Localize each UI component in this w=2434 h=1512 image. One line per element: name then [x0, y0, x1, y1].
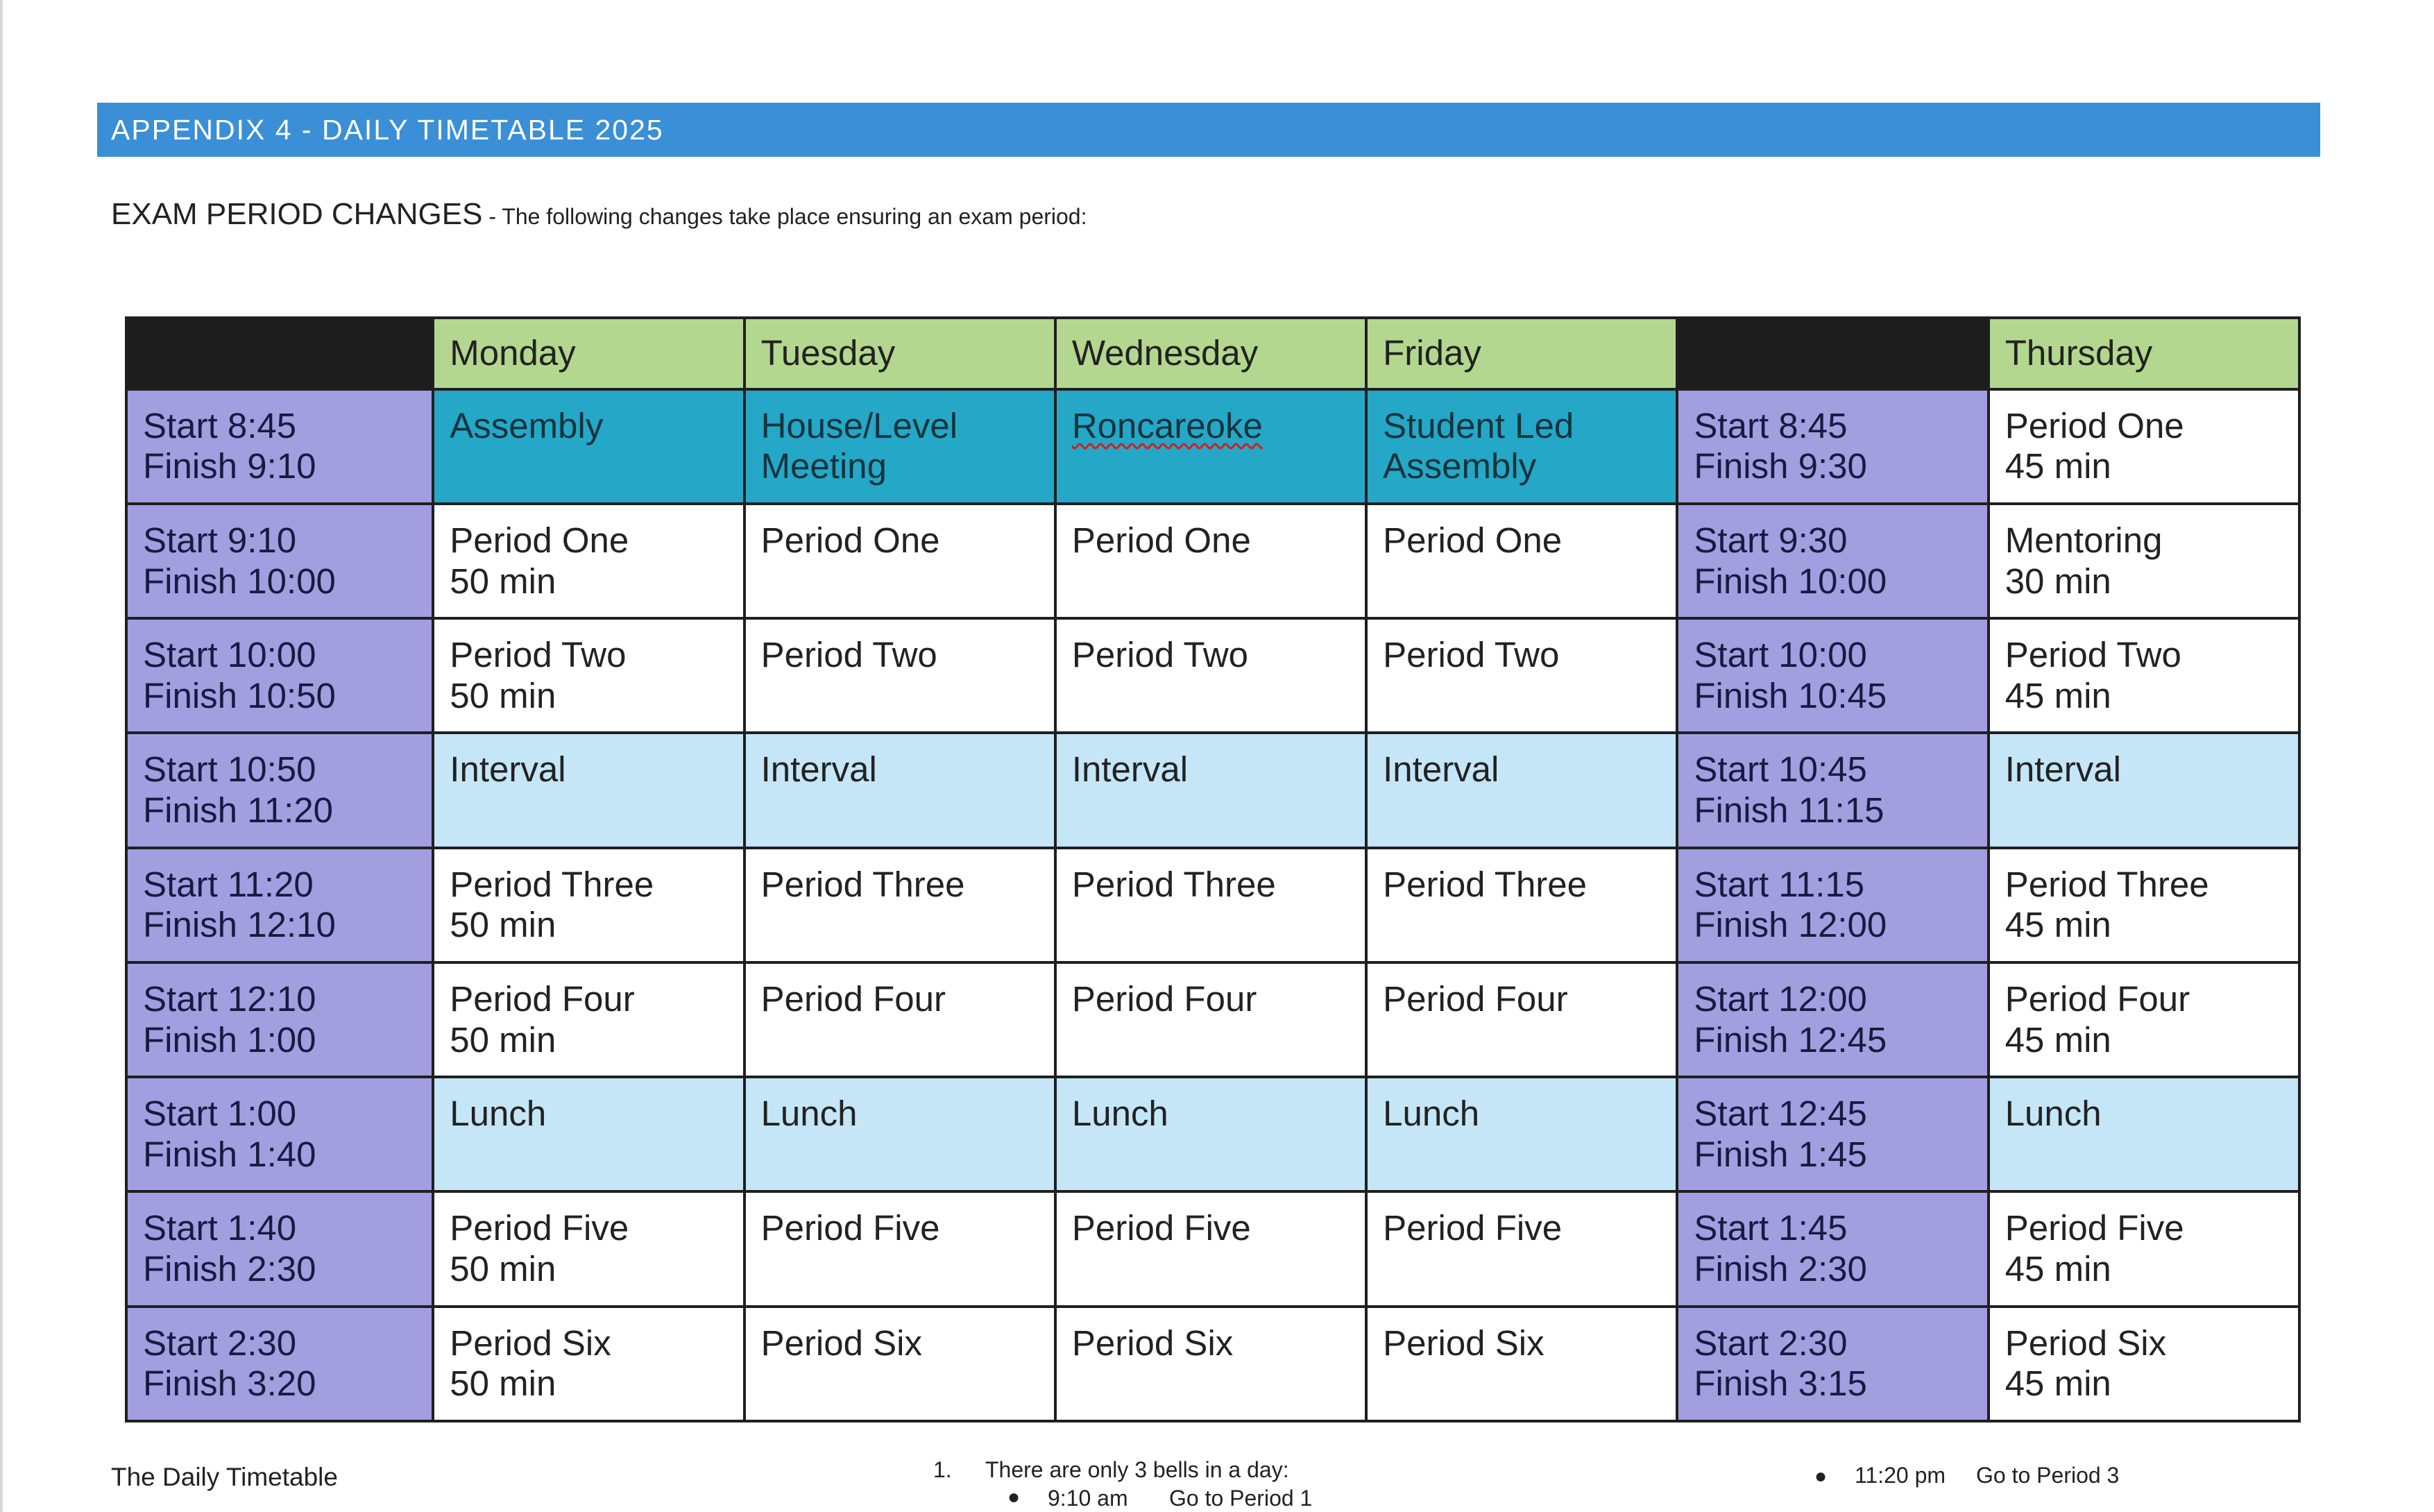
time-cell	[126, 848, 433, 962]
cell-line: Finish 1:45	[1694, 1134, 1867, 1174]
time-cell	[126, 962, 433, 1077]
day-label: Thursday	[2005, 333, 2153, 373]
thursday-cell	[1989, 1077, 2299, 1191]
cell-line: Period Two	[2005, 635, 2181, 675]
cell-line: Period Six	[450, 1323, 611, 1363]
thursday-cell	[1989, 618, 2299, 733]
timetable-body	[126, 318, 2299, 1421]
cell-line: Period Three	[450, 864, 654, 904]
thursday-cell	[1989, 1191, 2299, 1306]
cell-line: Interval	[1071, 749, 1189, 790]
bell-action: Go to Period 1	[1169, 1486, 1313, 1511]
cell-line: Finish 9:30	[1694, 446, 1867, 486]
cell-line: 50 min	[450, 1019, 556, 1060]
thursday-time-cell	[1677, 733, 1988, 847]
appendix-banner	[97, 103, 2320, 157]
cell-line: Period Four	[1071, 978, 1257, 1019]
timetable-row	[126, 848, 2299, 962]
thursday-time-cell	[1677, 618, 1988, 733]
cell-line: Period Five	[760, 1208, 940, 1248]
cell-line: Assembly	[450, 405, 604, 445]
cell-line: Student Led	[1383, 405, 1574, 445]
cell-line: Period Six	[760, 1323, 923, 1363]
cell-line: Finish 1:00	[143, 1019, 316, 1060]
bell-items	[933, 1486, 1312, 1511]
schedule-cell	[433, 1077, 744, 1191]
exam-period-description: - The following changes take place ensuring an exam period:	[482, 204, 1087, 229]
cell-line: Start 2:30	[143, 1323, 297, 1363]
cell-line: 45 min	[2005, 905, 2111, 945]
cell-line: Lunch	[1383, 1094, 1480, 1134]
schedule-cell	[744, 733, 1055, 847]
cell-line: Period Six	[1383, 1323, 1544, 1363]
schedule-cell	[1055, 618, 1366, 733]
thursday-cell	[1989, 962, 2299, 1077]
cell-line: Interval	[450, 749, 566, 790]
cell-line: Period One	[1071, 520, 1251, 560]
schedule-cell	[1366, 1307, 1677, 1421]
cell-line: Start 10:00	[1694, 635, 1867, 675]
timetable-row	[126, 733, 2299, 847]
time-cell	[126, 504, 433, 618]
timetable-row	[126, 962, 2299, 1077]
thursday-time-cell	[1677, 1191, 1988, 1306]
cell-line: Lunch	[2005, 1094, 2102, 1134]
time-cell	[126, 733, 433, 847]
cell-line: Period Two	[760, 635, 937, 675]
bullet-icon: ●	[1007, 1486, 1021, 1509]
cell-line: Period Four	[760, 978, 946, 1019]
schedule-cell	[433, 618, 744, 733]
cell-line: Start 10:00	[143, 635, 316, 675]
cell-line: Period One	[2005, 405, 2184, 445]
thursday-time-cell	[1677, 848, 1988, 962]
cell-line: Period Five	[2005, 1208, 2184, 1248]
cell-line: Period Six	[1071, 1323, 1234, 1363]
cell-line: Roncareoke	[1071, 405, 1263, 445]
corner-cell	[1677, 318, 1988, 389]
cell-line: 50 min	[450, 905, 556, 945]
cell-line: 45 min	[2005, 1019, 2111, 1060]
cell-line: Period Five	[1383, 1208, 1563, 1248]
cell-line: Finish 3:20	[143, 1364, 316, 1404]
schedule-cell	[744, 848, 1055, 962]
schedule-cell	[1366, 389, 1677, 504]
time-cell	[126, 389, 433, 504]
day-header-tuesday	[744, 318, 1055, 389]
cell-line: House/Level	[760, 405, 958, 445]
cell-line: Start 11:15	[1694, 864, 1865, 904]
corner-cell	[126, 318, 433, 389]
timetable-row	[126, 618, 2299, 733]
bell-item	[1007, 1486, 1313, 1511]
cell-line: Finish 2:30	[143, 1249, 316, 1289]
schedule-cell	[1366, 1191, 1677, 1306]
cell-line: Finish 12:00	[1694, 905, 1887, 945]
page-edge	[0, 0, 3, 1512]
cell-line: Period One	[760, 520, 940, 560]
cell-line: Finish 12:45	[1694, 1019, 1887, 1060]
thursday-time-cell	[1677, 1307, 1988, 1421]
schedule-cell	[744, 1307, 1055, 1421]
schedule-cell	[1055, 389, 1366, 504]
day-label: Wednesday	[1071, 333, 1259, 373]
bell-time: 9:10 am	[1048, 1486, 1128, 1511]
banner-title: APPENDIX 4 - DAILY TIMETABLE 2025	[111, 114, 664, 146]
day-header-thursday	[1989, 318, 2299, 389]
cell-line: Finish 10:00	[143, 561, 336, 601]
schedule-cell	[433, 1307, 744, 1421]
bells-number: 1.	[933, 1457, 952, 1482]
schedule-cell	[1055, 1307, 1366, 1421]
bell-time: 11:20 pm	[1855, 1463, 1946, 1488]
timetable-row	[126, 389, 2299, 504]
schedule-cell	[1366, 618, 1677, 733]
schedule-cell	[1366, 1077, 1677, 1191]
cell-line: Period One	[450, 520, 629, 560]
cell-line: Start 12:45	[1694, 1094, 1867, 1134]
thursday-cell	[1989, 848, 2299, 962]
cell-line: Start 1:45	[1694, 1208, 1848, 1248]
cell-line: Start 1:00	[143, 1094, 297, 1134]
cell-line: Start 8:45	[143, 405, 297, 445]
schedule-cell	[433, 1191, 744, 1306]
exam-period-heading	[111, 197, 1087, 232]
time-cell	[126, 1307, 433, 1421]
cell-line: Finish 2:30	[1694, 1249, 1867, 1289]
timetable-row	[126, 1307, 2299, 1421]
thursday-time-cell	[1677, 1077, 1988, 1191]
cell-line: Start 9:30	[1694, 520, 1848, 560]
day-header-wednesday	[1055, 318, 1366, 389]
schedule-cell	[744, 1077, 1055, 1191]
thursday-cell	[1989, 733, 2299, 847]
cell-line: 50 min	[450, 1249, 556, 1289]
schedule-cell	[1366, 962, 1677, 1077]
schedule-cell	[1055, 1077, 1366, 1191]
footer-title: The Daily Timetable	[111, 1463, 338, 1491]
cell-line: Interval	[1383, 749, 1499, 790]
cell-line: Period Three	[760, 864, 965, 904]
day-label: Monday	[450, 333, 576, 373]
day-label: Tuesday	[760, 333, 896, 373]
time-cell	[126, 618, 433, 733]
thursday-cell	[1989, 504, 2299, 618]
cell-line: Period Two	[1071, 635, 1249, 675]
cell-line: Finish 9:10	[143, 446, 316, 486]
cell-line: Period Five	[1071, 1208, 1251, 1248]
cell-line: 50 min	[450, 675, 556, 715]
cell-line: Period Three	[1071, 864, 1276, 904]
timetable-row	[126, 504, 2299, 618]
header-row	[126, 318, 2299, 389]
cell-line: Period Three	[2005, 864, 2209, 904]
daily-timetable	[125, 316, 2301, 1422]
thursday-cell	[1989, 1307, 2299, 1421]
timetable-row	[126, 1077, 2299, 1191]
cell-line: Period Three	[1383, 864, 1588, 904]
day-label: Friday	[1383, 333, 1481, 373]
cell-line: Finish 3:15	[1694, 1364, 1867, 1404]
cell-line: Finish 11:15	[1694, 790, 1884, 831]
cell-line: Period Two	[450, 635, 627, 675]
cell-line: Lunch	[760, 1094, 858, 1134]
cell-line: 45 min	[2005, 446, 2111, 486]
schedule-cell	[1055, 962, 1366, 1077]
cell-line: Start 10:45	[1694, 749, 1867, 790]
cell-line: Start 11:20	[143, 864, 314, 904]
cell-line: Finish 10:00	[1694, 561, 1887, 601]
schedule-cell	[433, 962, 744, 1077]
cell-line: Finish 1:40	[143, 1134, 316, 1174]
bells-list	[933, 1457, 1312, 1511]
thursday-cell	[1989, 389, 2299, 504]
cell-line: Period Five	[450, 1208, 629, 1248]
cell-line: Mentoring	[2005, 520, 2163, 560]
bullet-icon: ●	[1814, 1465, 1828, 1488]
cell-line: 50 min	[450, 1364, 556, 1404]
day-header-friday	[1366, 318, 1677, 389]
thursday-time-cell	[1677, 504, 1988, 618]
cell-line: Finish 10:50	[143, 675, 336, 715]
time-cell	[126, 1191, 433, 1306]
cell-line: Interval	[2005, 749, 2121, 790]
schedule-cell	[744, 504, 1055, 618]
schedule-cell	[744, 618, 1055, 733]
cell-line: Start 12:10	[143, 978, 316, 1019]
cell-line: Period Four	[1383, 978, 1568, 1019]
cell-line: Meeting	[760, 446, 887, 486]
time-cell	[126, 1077, 433, 1191]
cell-line: Start 12:00	[1694, 978, 1867, 1019]
schedule-cell	[1366, 504, 1677, 618]
schedule-cell	[1055, 1191, 1366, 1306]
bell-action: Go to Period 3	[1976, 1463, 2120, 1488]
cell-line: Period Six	[2005, 1323, 2167, 1363]
cell-line: Start 2:30	[1694, 1323, 1848, 1363]
schedule-cell	[744, 389, 1055, 504]
cell-line: 45 min	[2005, 1249, 2111, 1289]
cell-line: Period One	[1383, 520, 1563, 560]
cell-line: Finish 10:45	[1694, 675, 1887, 715]
schedule-cell	[433, 848, 744, 962]
exam-period-lead: EXAM PERIOD CHANGES	[111, 197, 483, 231]
cell-line: Finish 12:10	[143, 905, 336, 945]
cell-line: 30 min	[2005, 561, 2111, 601]
schedule-cell	[433, 733, 744, 847]
cell-line: 45 min	[2005, 1364, 2111, 1404]
day-header-monday	[433, 318, 744, 389]
cell-line: Period Four	[450, 978, 635, 1019]
cell-line: Start 9:10	[143, 520, 297, 560]
bells-intro: There are only 3 bells in a day:	[985, 1457, 1289, 1482]
cell-line: Period Two	[1383, 635, 1560, 675]
cell-line: Interval	[760, 749, 877, 790]
schedule-cell	[1366, 733, 1677, 847]
cell-line: Lunch	[1071, 1094, 1168, 1134]
bell-item-right	[1814, 1463, 2119, 1488]
schedule-cell	[1055, 504, 1366, 618]
thursday-time-cell	[1677, 962, 1988, 1077]
cell-line: 45 min	[2005, 675, 2111, 715]
thursday-time-cell	[1677, 389, 1988, 504]
cell-line: Assembly	[1383, 446, 1537, 486]
cell-line: Lunch	[450, 1094, 547, 1134]
schedule-cell	[1055, 848, 1366, 962]
schedule-cell	[744, 962, 1055, 1077]
schedule-cell	[433, 504, 744, 618]
timetable-row	[126, 1191, 2299, 1306]
schedule-cell	[433, 389, 744, 504]
cell-line: Start 10:50	[143, 749, 316, 790]
cell-line: Period Four	[2005, 978, 2190, 1019]
cell-line: 50 min	[450, 561, 556, 601]
schedule-cell	[1055, 733, 1366, 847]
schedule-cell	[1366, 848, 1677, 962]
schedule-cell	[744, 1191, 1055, 1306]
cell-line: Start 1:40	[143, 1208, 297, 1248]
cell-line: Start 8:45	[1694, 405, 1848, 445]
cell-line: Finish 11:20	[143, 790, 334, 831]
